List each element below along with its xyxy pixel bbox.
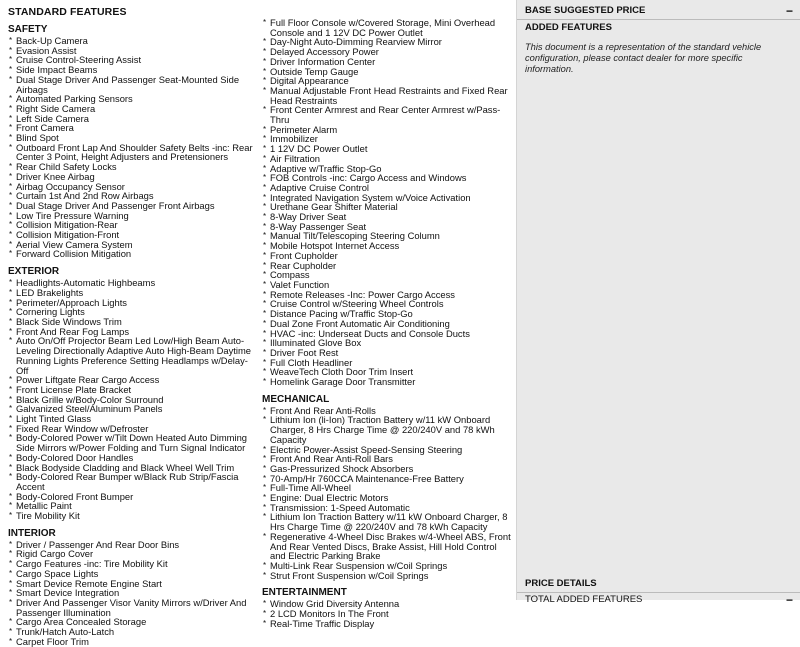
feature-item: * Body-Colored Power w/Tilt Down Heated Auto Dimming Side Mirrors w/Power Folding and Turn Signal Indicator xyxy=(8,433,258,452)
feature-item: * Remote Releases -Inc: Power Cargo Access xyxy=(262,290,512,300)
feature-item: * 8-Way Driver Seat xyxy=(262,212,512,222)
section-list-entertainment xyxy=(262,599,512,628)
price-details-label: PRICE DETAILS xyxy=(525,578,597,589)
feature-item: * Engine: Dual Electric Motors xyxy=(262,493,512,503)
feature-item: * Left Side Camera xyxy=(8,114,258,124)
feature-item: * Electric Power-Assist Speed-Sensing Steering xyxy=(262,445,512,455)
section-title-entertainment: ENTERTAINMENT xyxy=(262,587,347,599)
collapse-icon[interactable]: − xyxy=(785,593,793,607)
price-details-section xyxy=(517,578,800,606)
feature-item: * Evasion Assist xyxy=(8,46,258,56)
feature-item: * Delayed Accessory Power xyxy=(262,47,512,57)
feature-item: * Black Grille w/Body-Color Surround xyxy=(8,395,258,405)
feature-item: * Aerial View Camera System xyxy=(8,240,258,250)
feature-item: * Adaptive w/Traffic Stop-Go xyxy=(262,164,512,174)
feature-item: * FOB Controls -inc: Cargo Access and Windows xyxy=(262,173,512,183)
feature-item: * Front And Rear Anti-Rolls xyxy=(262,406,512,416)
feature-item: * Cargo Space Lights xyxy=(8,569,258,579)
feature-item: * Full Cloth Headliner xyxy=(262,358,512,368)
feature-item: * Dual Zone Front Automatic Air Conditioning xyxy=(262,319,512,329)
feature-item: * Smart Device Integration xyxy=(8,588,258,598)
feature-item: * Illuminated Glove Box xyxy=(262,338,512,348)
feature-item: * Perimeter Alarm xyxy=(262,125,512,135)
feature-item: * Light Tinted Glass xyxy=(8,414,258,424)
added-features-label: ADDED FEATURES xyxy=(525,22,612,33)
feature-item: * Body-Colored Door Handles xyxy=(8,453,258,463)
feature-item: * Tire Mobility Kit xyxy=(8,511,258,521)
feature-item: * Cruise Control w/Steering Wheel Controls xyxy=(262,299,512,309)
feature-item: * Real-Time Traffic Display xyxy=(262,619,512,629)
feature-item: * Outside Temp Gauge xyxy=(262,67,512,77)
feature-item: * Air Filtration xyxy=(262,154,512,164)
feature-item: * Black Side Windows Trim xyxy=(8,317,258,327)
feature-item: * Digital Appearance xyxy=(262,76,512,86)
feature-item: * Airbag Occupancy Sensor xyxy=(8,182,258,192)
feature-item: * Power Liftgate Rear Cargo Access xyxy=(8,375,258,385)
feature-item: * Front Center Armrest and Rear Center Armrest w/Pass-Thru xyxy=(262,105,512,124)
feature-item: * Driver Knee Airbag xyxy=(8,172,258,182)
feature-item: * Distance Pacing w/Traffic Stop-Go xyxy=(262,309,512,319)
feature-item: * Carpet Floor Trim xyxy=(8,637,258,647)
feature-item: * Front And Rear Anti-Roll Bars xyxy=(262,454,512,464)
feature-item: * Lithium Ion (li-Ion) Traction Battery w/11 kW Onboard Charger, 8 Hrs Charge Time @ 220/240V and 78 kWh Capacity xyxy=(262,415,512,444)
feature-item: * Multi-Link Rear Suspension w/Coil Springs xyxy=(262,561,512,571)
feature-item: * Front Camera xyxy=(8,123,258,133)
feature-item: * Rigid Cargo Cover xyxy=(8,549,258,559)
section-list-safety xyxy=(8,36,258,259)
feature-item: * Forward Collision Mitigation xyxy=(8,249,258,259)
feature-item: * Lithium Ion Traction Battery w/11 kW Onboard Charger, 8 Hrs Charge Time @ 220/240V and 78 kWh Capacity xyxy=(262,512,512,531)
feature-item: * Front Cupholder xyxy=(262,251,512,261)
feature-item: * Mobile Hotspot Internet Access xyxy=(262,241,512,251)
feature-item: * Right Side Camera xyxy=(8,104,258,114)
feature-item: * Smart Device Remote Engine Start xyxy=(8,579,258,589)
section-list-mechanical xyxy=(262,406,512,581)
feature-item: * 8-Way Passenger Seat xyxy=(262,222,512,232)
feature-item: * Body-Colored Front Bumper xyxy=(8,492,258,502)
section-list-exterior xyxy=(8,278,258,521)
feature-item: * Compass xyxy=(262,270,512,280)
section-title-exterior: EXTERIOR xyxy=(8,266,60,278)
feature-item: * Perimeter/Approach Lights xyxy=(8,298,258,308)
price-details-header[interactable] xyxy=(517,578,800,590)
feature-item: * 2 LCD Monitors In The Front xyxy=(262,609,512,619)
feature-item: * Full Floor Console w/Covered Storage, Mini Overhead Console and 1 12V DC Power Outlet xyxy=(262,18,512,37)
feature-item: * Low Tire Pressure Warning xyxy=(8,211,258,221)
feature-item: * Galvanized Steel/Aluminum Panels xyxy=(8,404,258,414)
feature-item: * WeaveTech Cloth Door Trim Insert xyxy=(262,367,512,377)
feature-item: * Body-Colored Rear Bumper w/Black Rub Strip/Fascia Accent xyxy=(8,472,258,491)
feature-item: * Metallic Paint xyxy=(8,501,258,511)
feature-item: * Urethane Gear Shifter Material xyxy=(262,202,512,212)
feature-item: * Adaptive Cruise Control xyxy=(262,183,512,193)
feature-item: * Curtain 1st And 2nd Row Airbags xyxy=(8,191,258,201)
feature-item: * Headlights-Automatic Highbeams xyxy=(8,278,258,288)
feature-item: * Manual Adjustable Front Head Restraints and Fixed Rear Head Restraints xyxy=(262,86,512,105)
feature-item: * Automated Parking Sensors xyxy=(8,94,258,104)
feature-item: * Rear Child Safety Locks xyxy=(8,162,258,172)
feature-item: * 1 12V DC Power Outlet xyxy=(262,144,512,154)
feature-item: * Day-Night Auto-Dimming Rearview Mirror xyxy=(262,37,512,47)
feature-item: * Collision Mitigation-Rear xyxy=(8,220,258,230)
base-price-header[interactable] xyxy=(517,0,800,17)
feature-item: * Manual Tilt/Telescoping Steering Column xyxy=(262,231,512,241)
interior-continued-list xyxy=(262,18,512,387)
section-title-mechanical: MECHANICAL xyxy=(262,393,330,405)
feature-item: * Dual Stage Driver And Passenger Front Airbags xyxy=(8,201,258,211)
feature-item: * Full-Time All-Wheel xyxy=(262,483,512,493)
feature-item: * Valet Function xyxy=(262,280,512,290)
feature-item: * Driver Information Center xyxy=(262,57,512,67)
features-column-2 xyxy=(262,0,512,628)
feature-item: * Blind Spot xyxy=(8,133,258,143)
feature-item: * Collision Mitigation-Front xyxy=(8,230,258,240)
feature-item: * Fixed Rear Window w/Defroster xyxy=(8,424,258,434)
section-list-interior xyxy=(8,540,258,647)
feature-item: * Strut Front Suspension w/Coil Springs xyxy=(262,571,512,581)
feature-item: * Side Impact Beams xyxy=(8,65,258,75)
feature-item: * Auto On/Off Projector Beam Led Low/High Beam Auto-Leveling Directionally Adaptive Auto High-Beam Daytime Running Lights Preference Setting Headlamps w/Delay-Off xyxy=(8,336,258,375)
feature-item: * Transmission: 1-Speed Automatic xyxy=(262,503,512,513)
feature-item: * Immobilizer xyxy=(262,134,512,144)
feature-item: * Regenerative 4-Wheel Disc Brakes w/4-Wheel ABS, Front And Rear Vented Discs, Brake Assist, Hill Hold Control and Electric Parking Brake xyxy=(262,532,512,561)
feature-item: * HVAC -inc: Underseat Ducts and Console Ducts xyxy=(262,329,512,339)
feature-item: * Front And Rear Fog Lamps xyxy=(8,327,258,337)
section-title-safety: SAFETY xyxy=(8,24,48,35)
collapse-icon[interactable]: − xyxy=(785,4,793,18)
feature-item: * Driver And Passenger Visor Vanity Mirrors w/Driver And Passenger Illumination xyxy=(8,598,258,617)
feature-item: * Front License Plate Bracket xyxy=(8,385,258,395)
feature-item: * LED Brakelights xyxy=(8,288,258,298)
feature-item: * Cornering Lights xyxy=(8,307,258,317)
features-column-1 xyxy=(8,0,258,646)
feature-item: * Gas-Pressurized Shock Absorbers xyxy=(262,464,512,474)
feature-item: * 70-Amp/Hr 760CCA Maintenance-Free Battery xyxy=(262,474,512,484)
feature-item: * Cargo Area Concealed Storage xyxy=(8,617,258,627)
feature-item: * Driver Foot Rest xyxy=(262,348,512,358)
feature-item: * Trunk/Hatch Auto-Latch xyxy=(8,627,258,637)
total-added-label: TOTAL ADDED FEATURES xyxy=(525,594,643,605)
section-title-interior: INTERIOR xyxy=(8,527,56,539)
price-panel xyxy=(516,0,800,607)
feature-item: * Window Grid Diversity Antenna xyxy=(262,599,512,609)
page-title: STANDARD FEATURES xyxy=(8,6,127,18)
feature-item: * Dual Stage Driver And Passenger Seat-Mounted Side Airbags xyxy=(8,75,258,94)
feature-item: * Rear Cupholder xyxy=(262,261,512,271)
feature-item: * Back-Up Camera xyxy=(8,36,258,46)
feature-item: * Homelink Garage Door Transmitter xyxy=(262,377,512,387)
feature-item: * Outboard Front Lap And Shoulder Safety Belts -inc: Rear Center 3 Point, Height Adjusters and Pretensioners xyxy=(8,143,258,162)
disclaimer-note: This document is a representation of the standard vehicle configuration, please contact dealer for more specific information. xyxy=(525,42,762,74)
feature-item: * Integrated Navigation System w/Voice Activation xyxy=(262,193,512,203)
feature-item: * Cargo Features -inc: Tire Mobility Kit xyxy=(8,559,258,569)
base-price-label: BASE SUGGESTED PRICE xyxy=(525,5,646,16)
feature-item: * Cruise Control-Steering Assist xyxy=(8,55,258,65)
feature-item: * Driver / Passenger And Rear Door Bins xyxy=(8,540,258,550)
feature-item: * Black Bodyside Cladding and Black Wheel Well Trim xyxy=(8,463,258,473)
